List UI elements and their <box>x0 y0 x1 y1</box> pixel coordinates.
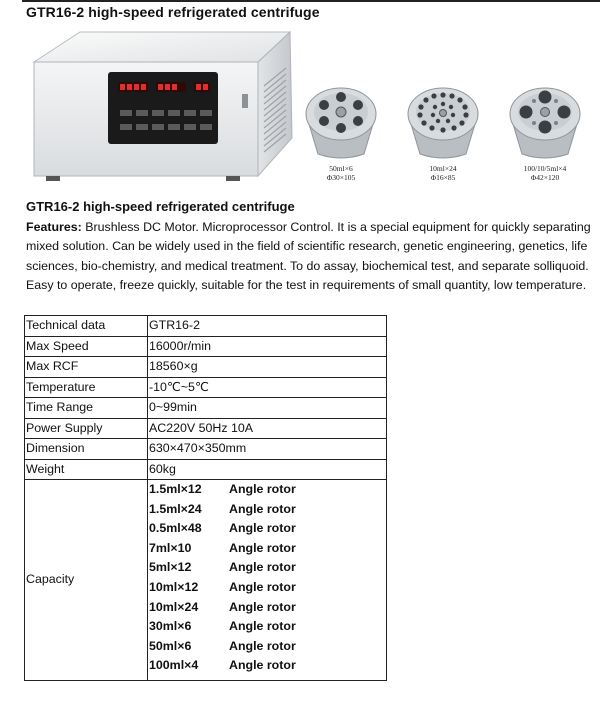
capacity-type: Angle rotor <box>229 658 296 673</box>
features-text: Brushless DC Motor. Microprocessor Control. It is a special equipment for quickly separating mixed solution. Can be widely used in the field of scientific research, genetic engineering, genetics, life sciences, bio-chemistry, and medical treatment. To do assay, biochemical test, and separate solliquoid. Easy to operate, freeze quickly, suitable for the test in requirements of small quantity, low temperature. <box>26 220 591 293</box>
spec-value: 0~99min <box>148 398 387 419</box>
list-item <box>149 500 385 520</box>
rotor-caption-line1: 100/10/5ml×4 <box>523 164 567 173</box>
capacity-qty: 5ml×12 <box>149 560 192 575</box>
list-item <box>149 480 385 500</box>
table-row <box>25 357 387 378</box>
capacity-qty: 100ml×4 <box>149 658 199 673</box>
table-row <box>25 316 387 337</box>
angle-rotor-icon <box>500 80 590 162</box>
top-rule <box>22 0 600 2</box>
centrifuge-photo <box>26 26 294 186</box>
power-switch <box>242 94 248 108</box>
capacity-qty: 1.5ml×24 <box>149 501 202 516</box>
spec-label: Max Speed <box>25 336 148 357</box>
table-row <box>25 439 387 460</box>
centrifuge-lid <box>34 32 290 64</box>
capacity-type: Angle rotor <box>229 638 296 653</box>
capacity-qty: 30ml×6 <box>149 619 192 634</box>
table-row <box>25 336 387 357</box>
spec-label: Technical data <box>25 316 148 337</box>
capacity-type: Angle rotor <box>229 521 296 536</box>
table-row-capacity <box>25 480 387 681</box>
capacity-type: Angle rotor <box>229 560 296 575</box>
capacity-type: Angle rotor <box>229 599 296 614</box>
spec-value: 630×470×350mm <box>148 439 387 460</box>
spec-value: -10℃~5℃ <box>148 377 387 398</box>
capacity-qty: 10ml×24 <box>149 599 199 614</box>
table-row <box>25 398 387 419</box>
list-item <box>149 578 385 598</box>
rotor-caption-line2: Φ16×85 <box>430 173 456 182</box>
spec-label: Weight <box>25 459 148 480</box>
spec-label: Time Range <box>25 398 148 419</box>
rotor-caption-line1: 10ml×24 <box>429 164 457 173</box>
list-item <box>149 558 385 578</box>
spec-label: Max RCF <box>25 357 148 378</box>
angle-rotor-icon <box>398 80 488 162</box>
rotor-caption-line2: Φ42×120 <box>530 173 560 182</box>
table-row <box>25 377 387 398</box>
rotor-image <box>296 80 386 190</box>
table-row <box>25 418 387 439</box>
spec-label: Temperature <box>25 377 148 398</box>
features-paragraph <box>26 218 591 296</box>
section-title: GTR16-2 high-speed refrigerated centrifuge <box>26 199 295 214</box>
rotor-caption-line2: Φ30×105 <box>326 173 356 182</box>
capacity-qty: 0.5ml×48 <box>149 521 202 536</box>
spec-label: Dimension <box>25 439 148 460</box>
list-item <box>149 617 385 637</box>
rotor-image <box>398 80 488 190</box>
table-row <box>25 459 387 480</box>
angle-rotor-icon <box>296 80 386 162</box>
capacity-type: Angle rotor <box>229 482 296 496</box>
capacity-type: Angle rotor <box>229 540 296 555</box>
rotor-image <box>500 80 590 190</box>
spec-value: GTR16-2 <box>148 316 387 337</box>
spec-value: 18560×g <box>148 357 387 378</box>
spec-label: Power Supply <box>25 418 148 439</box>
list-item <box>149 519 385 539</box>
list-item <box>149 637 385 657</box>
page-title: GTR16-2 high-speed refrigerated centrifuge <box>26 4 320 20</box>
capacity-list <box>148 480 387 681</box>
spec-label: Capacity <box>25 480 148 681</box>
capacity-qty: 10ml×12 <box>149 579 199 594</box>
rotor-caption-line1: 50ml×6 <box>329 164 353 173</box>
capacity-type: Angle rotor <box>229 579 296 594</box>
features-label: Features: <box>26 220 82 234</box>
capacity-qty: 1.5ml×12 <box>149 482 202 496</box>
list-item <box>149 598 385 618</box>
capacity-qty: 7ml×10 <box>149 540 192 555</box>
capacity-type: Angle rotor <box>229 619 296 634</box>
spec-value: 60kg <box>148 459 387 480</box>
capacity-type: Angle rotor <box>229 501 296 516</box>
spec-table <box>24 315 387 681</box>
list-item <box>149 539 385 559</box>
list-item <box>149 656 385 676</box>
spec-value: 16000r/min <box>148 336 387 357</box>
capacity-qty: 50ml×6 <box>149 638 192 653</box>
spec-value: AC220V 50Hz 10A <box>148 418 387 439</box>
